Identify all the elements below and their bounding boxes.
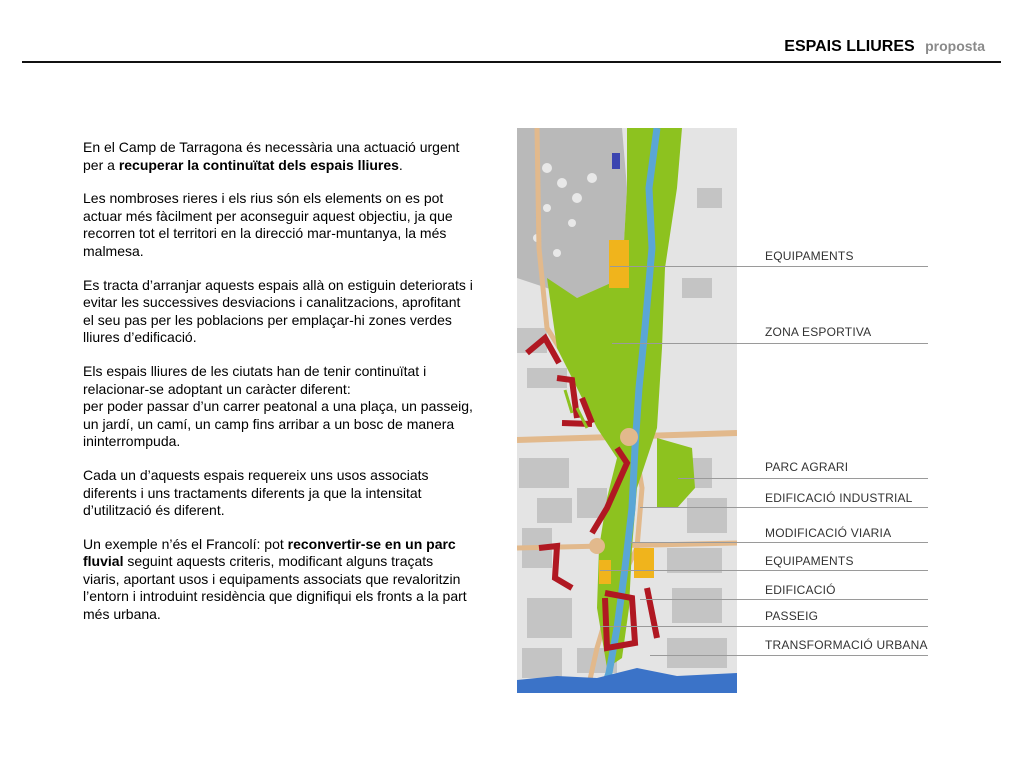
page-header	[784, 38, 985, 56]
map-drawing	[517, 128, 737, 693]
paragraph-1: En el Camp de Tarragona és necessària una actuació urgent per a recuperar la continuïtat dels espais lliures.	[83, 139, 460, 173]
legend-label-equipaments-1: EQUIPAMENTS	[765, 249, 854, 263]
legend-label-equipaments-2: EQUIPAMENTS	[765, 554, 854, 568]
legend-line-edificacio	[640, 599, 928, 600]
legend-line-equipaments-2	[600, 570, 928, 571]
legend-label-modificacio-viaria: MODIFICACIÓ VIARIA	[765, 526, 892, 540]
francoli-map	[517, 128, 737, 693]
legend-line-modificacio-viaria	[630, 542, 928, 543]
paragraph-6: Un exemple n’és el Francolí: pot reconvertir-se en un parc fluvial seguint aquests criteris, modificant alguns traçats viaris, aportant usos i equipaments associats que revaloritzin l’entorn i introduint residència que dignifiqui els fronts a la part més urbana.	[83, 535, 467, 623]
legend-line-edificacio-industrial	[640, 507, 928, 508]
legend-label-passeig: PASSEIG	[765, 609, 819, 623]
legend-line-zona-esportiva	[612, 343, 928, 344]
page-title: ESPAIS LLIURES	[784, 38, 915, 55]
paragraph-5: Cada un d’aquests espais requereix uns usos associats diferents i uns tractaments diferents ja que la intensitat d’utilització és diferent.	[83, 466, 429, 519]
paragraph-2: Les nombroses rieres i els rius són els elements on es pot actuar més fàcilment per aconseguir aquest objectiu, ja que recorren tot el territori en la direcció mar-muntanya, la més malmesa.	[83, 190, 453, 259]
legend-label-parc-agrari: PARC AGRARI	[765, 460, 849, 474]
legend-label-edificacio-industrial: EDIFICACIÓ INDUSTRIAL	[765, 491, 913, 505]
legend-line-transformacio-urbana	[650, 655, 928, 656]
body-text	[83, 139, 473, 640]
legend-line-equipaments-1	[610, 266, 928, 267]
header-rule	[22, 61, 1001, 63]
legend-label-zona-esportiva: ZONA ESPORTIVA	[765, 325, 872, 339]
legend-label-transformacio-urbana: TRANSFORMACIÓ URBANA	[765, 638, 928, 652]
legend-label-edificacio: EDIFICACIÓ	[765, 583, 836, 597]
page-subtitle: proposta	[925, 38, 985, 54]
legend-line-parc-agrari	[678, 478, 928, 479]
legend-line-passeig	[600, 626, 928, 627]
paragraph-4: Els espais lliures de les ciutats han de tenir continuïtat i relacionar-se adoptant un caràcter diferent: per poder passar d’un carrer peatonal a una plaça, un passeig, un jardí, un camí, un camp fins arribar a un bosc de manera ininterrompuda.	[83, 362, 473, 450]
paragraph-3: Es tracta d’arranjar aquests espais allà on estiguin deteriorats i evitar les successives desviacions i canalitzacions, aprofitant el seu pas per les poblacions per emplaçar-hi zones verdes lliures d’edificació.	[83, 276, 473, 346]
